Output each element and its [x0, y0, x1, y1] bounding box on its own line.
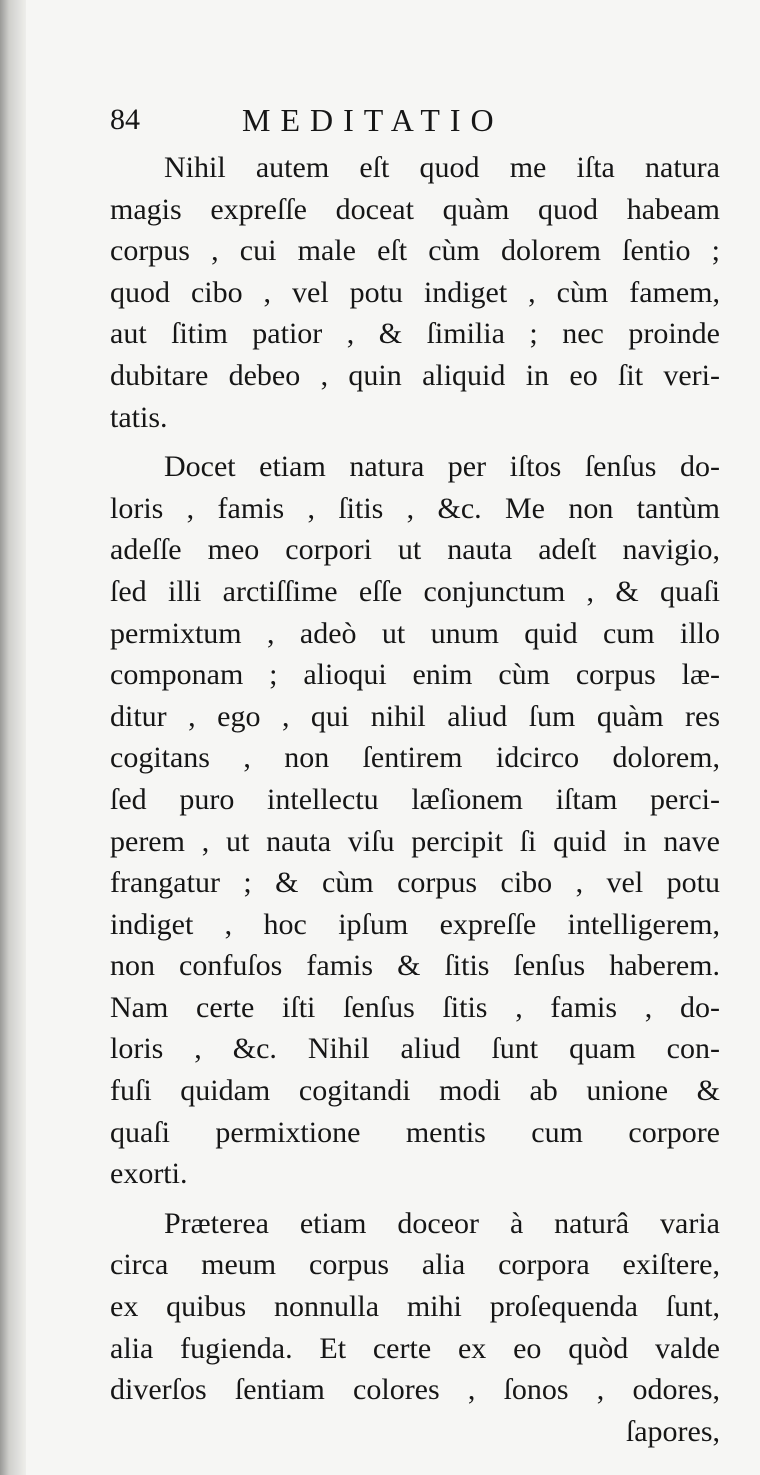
text-line: indiget , hoc ipſum expreſſe intelligerem,: [110, 907, 720, 941]
text-line: alia fugienda. Et certe ex eo quòd valde: [110, 1331, 720, 1365]
paragraph-gap: [110, 438, 720, 446]
page-number: 84: [110, 103, 140, 136]
text-line: ditur , ego , qui nihil aliud ſum quàm res: [110, 699, 720, 733]
text-line: corpus , cui male eſt cùm dolorem ſentio ;: [110, 234, 720, 268]
text-line: Præterea etiam doceor à naturâ varia: [164, 1206, 720, 1240]
text-line: loris , famis , ſitis , &c. Me non tantùm: [110, 491, 720, 525]
text-line: Nihil autem eſt quod me iſta natura: [164, 151, 720, 184]
text-line: aut ſitim patior , & ſimilia ; nec proinde: [110, 317, 720, 351]
page-gutter-shadow: [0, 0, 26, 1475]
text-line: dubitare debeo , quin aliquid in eo ſit veri-: [110, 358, 720, 392]
text-line: non confuſos famis & ſitis ſenſus haberem.: [110, 949, 720, 983]
text-line: magis expreſſe doceat quàm quod habeam: [110, 192, 720, 226]
text-line: tatis.: [110, 400, 168, 434]
text-line: adeſſe meo corpori ut nauta adeſt navigio,: [110, 533, 720, 567]
text-line: ſed illi arctiſſime eſſe conjunctum , & quaſi: [110, 574, 720, 608]
text-line: componam ; alioqui enim cùm corpus læ-: [110, 658, 720, 692]
text-line: permixtum , adeò ut unum quid cum illo: [110, 616, 720, 650]
text-line: perem , ut nauta viſu percipit ſi quid in nave: [110, 824, 720, 858]
text-line: ex quibus nonnulla mihi proſequenda ſunt,: [110, 1290, 720, 1324]
text-line: fuſi quidam cogitandi modi ab unione &: [110, 1074, 720, 1108]
paragraph-gap: [110, 1195, 720, 1203]
text-line: circa meum corpus alia corpora exiſtere,: [110, 1248, 720, 1282]
running-head: MEDITATIO: [242, 102, 504, 138]
text-line: diverſos ſentiam colores , ſonos , odores,: [110, 1373, 720, 1407]
text-line: quaſi permixtione mentis cum corpore: [110, 1115, 720, 1149]
text-line: Docet etiam natura per iſtos ſenſus do-: [164, 450, 720, 484]
text-line: exorti.: [110, 1157, 188, 1191]
page-header: [110, 100, 630, 140]
text-line: cogitans , non ſentirem idcirco dolorem,: [110, 741, 720, 775]
text-line: ſed puro intellectu læſionem iſtam perci-: [110, 782, 720, 816]
body-text: [110, 147, 720, 1452]
text-line: quod cibo , vel potu indiget , cùm famem,: [110, 275, 720, 309]
catchword: ſapores,: [625, 1414, 720, 1448]
text-line: frangatur ; & cùm corpus cibo , vel potu: [110, 866, 720, 900]
text-line: loris , &c. Nihil aliud ſunt quam con-: [110, 1032, 720, 1066]
text-line: Nam certe iſti ſenſus ſitis , famis , do-: [110, 990, 720, 1024]
